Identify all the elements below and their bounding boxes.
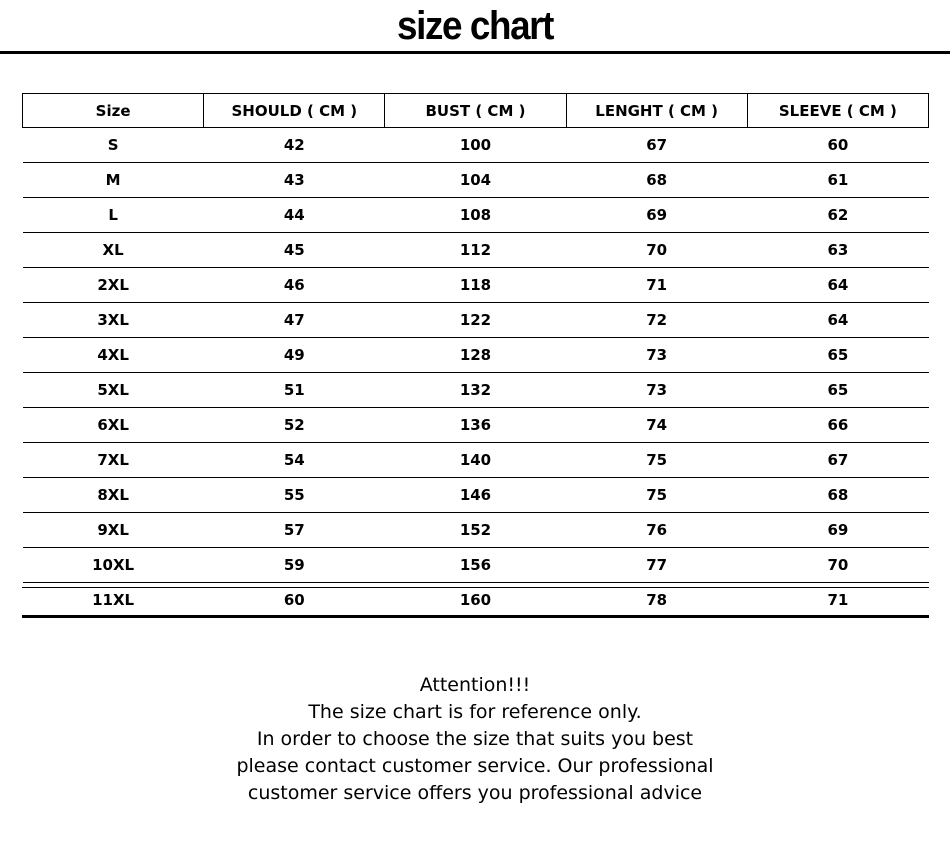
cell-length: 72 — [566, 303, 747, 338]
cell-sleeve: 69 — [747, 513, 928, 548]
table-row — [23, 373, 929, 408]
cell-length: 68 — [566, 163, 747, 198]
cell-length: 67 — [566, 128, 747, 163]
cell-length: 73 — [566, 338, 747, 373]
cell-length: 71 — [566, 268, 747, 303]
notice-line: please contact customer service. Our professional — [236, 755, 714, 777]
header-length: LENGHT ( CM ) — [566, 94, 747, 128]
notice-heading: Attention!!! — [419, 674, 531, 696]
table-row — [23, 548, 929, 583]
cell-length: 70 — [566, 233, 747, 268]
size-chart-table — [22, 93, 929, 618]
cell-length: 75 — [566, 443, 747, 478]
cell-length: 77 — [566, 548, 747, 583]
table-row — [23, 408, 929, 443]
cell-bust: 100 — [385, 128, 566, 163]
notice-line: In order to choose the size that suits you best — [256, 728, 694, 750]
cell-length: 73 — [566, 373, 747, 408]
header-shoulder: SHOULD ( CM ) — [204, 94, 385, 128]
cell-bust: 160 — [385, 583, 566, 618]
cell-shoulder: 52 — [204, 408, 385, 443]
cell-length: 78 — [566, 583, 747, 618]
cell-size: 5XL — [23, 373, 204, 408]
cell-sleeve: 64 — [747, 268, 928, 303]
cell-sleeve: 62 — [747, 198, 928, 233]
cell-sleeve: 70 — [747, 548, 928, 583]
section-divider — [22, 615, 929, 618]
cell-bust: 136 — [385, 408, 566, 443]
table-row — [23, 338, 929, 373]
cell-length: 69 — [566, 198, 747, 233]
table-bottom-rule — [22, 587, 929, 588]
cell-size: 10XL — [23, 548, 204, 583]
cell-shoulder: 57 — [204, 513, 385, 548]
cell-bust: 128 — [385, 338, 566, 373]
cell-shoulder: 55 — [204, 478, 385, 513]
header-sleeve: SLEEVE ( CM ) — [747, 94, 928, 128]
cell-shoulder: 49 — [204, 338, 385, 373]
cell-sleeve: 63 — [747, 233, 928, 268]
cell-shoulder: 42 — [204, 128, 385, 163]
cell-bust: 152 — [385, 513, 566, 548]
cell-shoulder: 60 — [204, 583, 385, 618]
cell-sleeve: 65 — [747, 373, 928, 408]
cell-sleeve: 67 — [747, 443, 928, 478]
cell-sleeve: 61 — [747, 163, 928, 198]
cell-sleeve: 66 — [747, 408, 928, 443]
cell-shoulder: 59 — [204, 548, 385, 583]
cell-size: S — [23, 128, 204, 163]
cell-bust: 146 — [385, 478, 566, 513]
cell-shoulder: 46 — [204, 268, 385, 303]
cell-size: 2XL — [23, 268, 204, 303]
cell-bust: 108 — [385, 198, 566, 233]
cell-bust: 118 — [385, 268, 566, 303]
notice-line: The size chart is for reference only. — [308, 701, 642, 723]
table-header-row — [23, 94, 929, 128]
table-row — [23, 163, 929, 198]
table-row — [23, 443, 929, 478]
cell-shoulder: 44 — [204, 198, 385, 233]
cell-shoulder: 51 — [204, 373, 385, 408]
cell-sleeve: 60 — [747, 128, 928, 163]
table-row — [23, 513, 929, 548]
cell-bust: 122 — [385, 303, 566, 338]
cell-size: 9XL — [23, 513, 204, 548]
cell-sleeve: 71 — [747, 583, 928, 618]
cell-shoulder: 54 — [204, 443, 385, 478]
cell-size: 4XL — [23, 338, 204, 373]
cell-bust: 140 — [385, 443, 566, 478]
cell-sleeve: 68 — [747, 478, 928, 513]
cell-shoulder: 45 — [204, 233, 385, 268]
cell-bust: 132 — [385, 373, 566, 408]
cell-shoulder: 43 — [204, 163, 385, 198]
table-row — [23, 198, 929, 233]
cell-length: 75 — [566, 478, 747, 513]
title-divider — [0, 51, 950, 54]
attention-notice — [0, 672, 950, 807]
cell-size: XL — [23, 233, 204, 268]
cell-bust: 104 — [385, 163, 566, 198]
cell-bust: 112 — [385, 233, 566, 268]
cell-size: 8XL — [23, 478, 204, 513]
cell-size: 11XL — [23, 583, 204, 618]
table-row — [23, 478, 929, 513]
header-size: Size — [23, 94, 204, 128]
cell-size: 7XL — [23, 443, 204, 478]
cell-size: M — [23, 163, 204, 198]
cell-size: 3XL — [23, 303, 204, 338]
notice-line: customer service offers you professional advice — [247, 782, 703, 804]
cell-size: L — [23, 198, 204, 233]
cell-size: 6XL — [23, 408, 204, 443]
table-row — [23, 268, 929, 303]
table-row — [23, 233, 929, 268]
table-row — [23, 303, 929, 338]
cell-shoulder: 47 — [204, 303, 385, 338]
cell-length: 76 — [566, 513, 747, 548]
page-title: size chart — [397, 4, 553, 48]
cell-bust: 156 — [385, 548, 566, 583]
header-bust: BUST ( CM ) — [385, 94, 566, 128]
cell-sleeve: 65 — [747, 338, 928, 373]
cell-length: 74 — [566, 408, 747, 443]
table-row — [23, 128, 929, 163]
cell-sleeve: 64 — [747, 303, 928, 338]
